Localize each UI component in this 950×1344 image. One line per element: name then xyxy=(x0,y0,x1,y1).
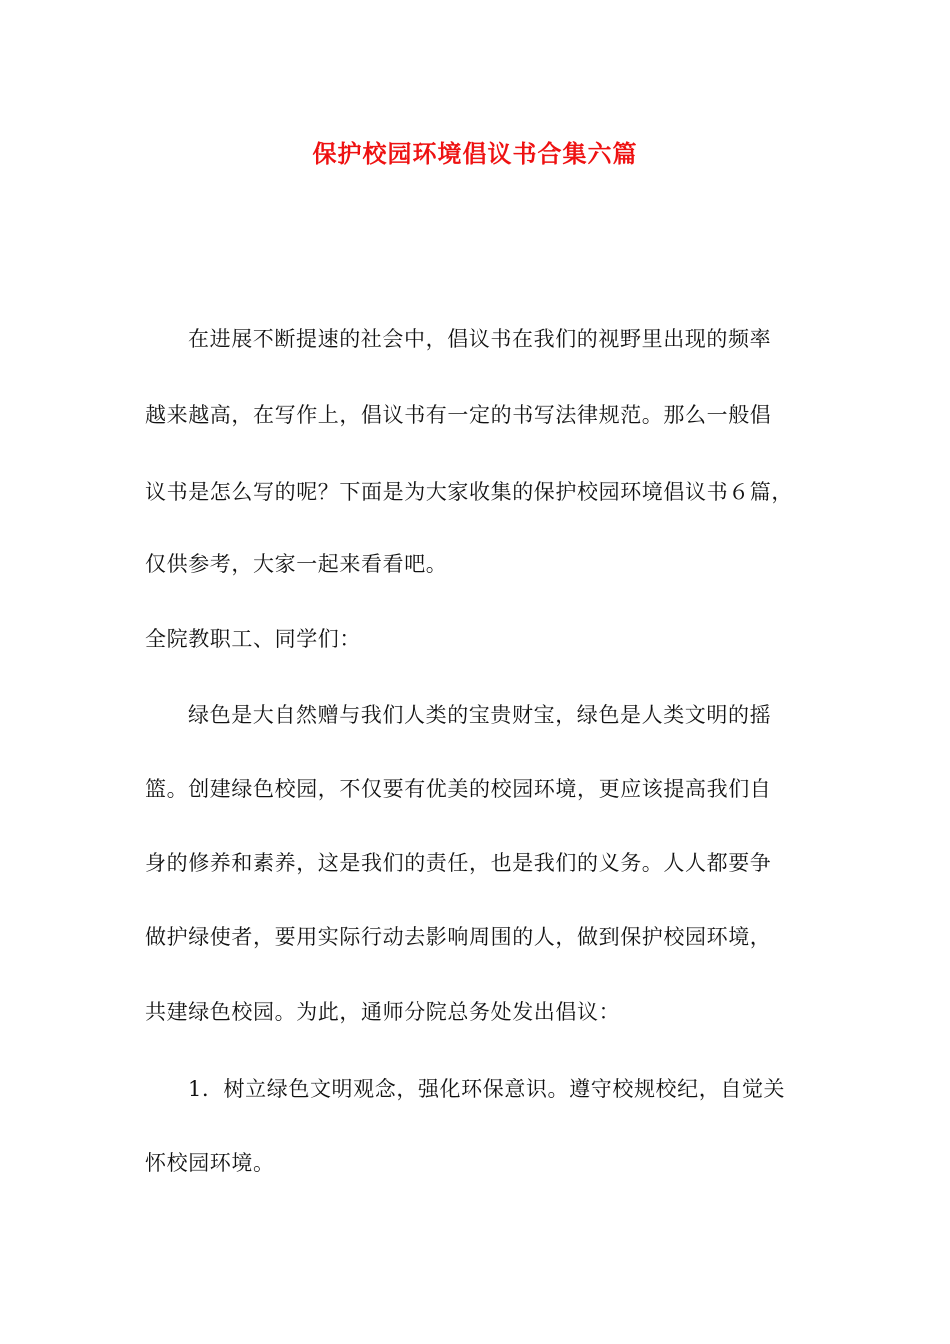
intro-line-1: 在进展不断提速的社会中，倡议书在我们的视野里出现的频率 xyxy=(188,327,772,351)
body-line-1: 绿色是大自然赠与我们人类的宝贵财宝，绿色是人类文明的摇 xyxy=(188,703,772,727)
salutation: 全院教职工、同学们： xyxy=(145,627,361,651)
body-line-5: 共建绿色校园。为此，通师分院总务处发出倡议： xyxy=(145,1000,621,1024)
body-line-4: 做护绿使者，要用实际行动去影响周围的人，做到保护校园环境， xyxy=(145,925,772,949)
body-line-3: 身的修养和素养，这是我们的责任，也是我们的义务。人人都要争 xyxy=(145,851,772,875)
item-1-line-1: 1．树立绿色文明观念，强化环保意识。遵守校规校纪，自觉关 xyxy=(188,1077,786,1101)
intro-line-2: 越来越高，在写作上，倡议书有一定的书写法律规范。那么一般倡 xyxy=(145,403,772,427)
intro-line-3: 议书是怎么写的呢？下面是为大家收集的保护校园环境倡议书６篇， xyxy=(145,480,793,504)
item-1-line-2: 怀校园环境。 xyxy=(145,1151,275,1175)
body-line-2: 篮。创建绿色校园，不仅要有优美的校园环境，更应该提高我们自 xyxy=(145,777,772,801)
intro-line-4: 仅供参考，大家一起来看看吧。 xyxy=(145,552,448,576)
document-title: 保护校园环境倡议书合集六篇 xyxy=(312,139,638,168)
